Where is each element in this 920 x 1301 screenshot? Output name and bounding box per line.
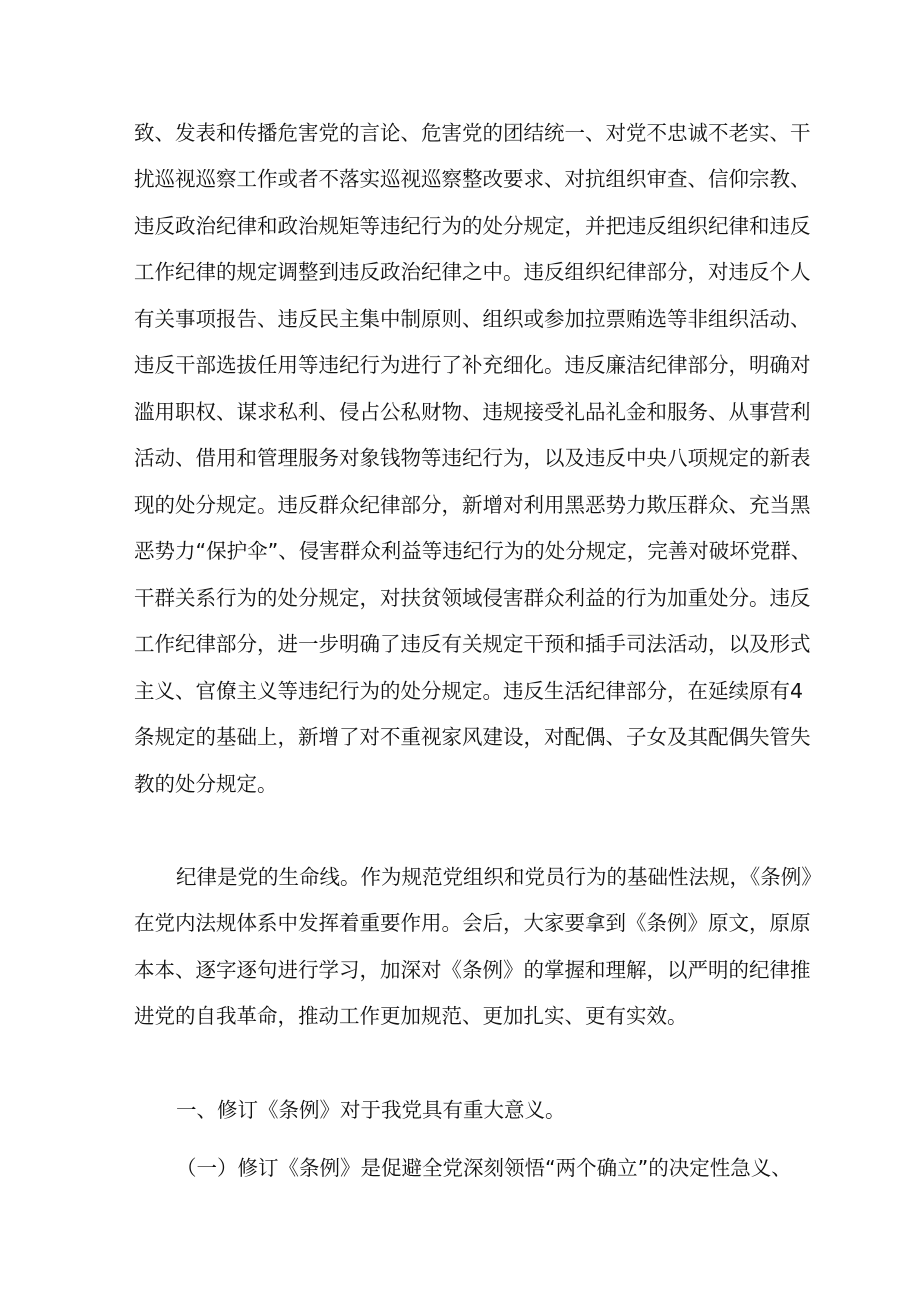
text-line: 有关事项报告、违反民主集中制原则、组织或参加拉票贿选等非组织活动、 [134,307,811,331]
text-line: 违反政治纪律和政治规矩等违纪行为的处分规定，并把违反组织纪律和违反 [134,214,811,238]
text-line: 恶势力“保护伞”、侵害群众利益等违纪行为的处分规定，完善对破坏党群、 [134,539,812,563]
text-line: 工作纪律部分，进一步明确了违反有关规定干预和插手司法活动，以及形式 [134,632,811,656]
text-line: 条规定的基础上，新增了对不重视家风建设，对配偶、子女及其配偶失管失 [134,725,811,749]
text-line: 主义、官僚主义等违纪行为的处分规定。违反生活纪律部分，在延续原有4 [134,679,804,703]
section-heading: 一、修订《条例》对于我党具有重大意义。 [176,1098,566,1122]
text-line: 工作纪律的规定调整到违反政治纪律之中。违反组织纪律部分，对违反个人 [134,260,811,284]
text-line: 滥用职权、谋求私利、侵占公私财物、违规接受礼品礼金和服务、从事营利 [134,400,811,424]
subsection-heading: （一）修订《条例》是促避全党深刻领悟“两个确立”的决定性急义、 [176,1156,792,1180]
text-line: 致、发表和传播危害党的言论、危害党的团结统一、对党不忠诚不老实、干 [134,121,811,145]
text-line: 教的处分规定。 [134,772,278,796]
text-line: 违反干部选拔任用等违纪行为进行了补充细化。违反廉洁纪律部分，明确对 [134,353,811,377]
text-line: 现的处分规定。违反群众纪律部分，新增对利用黑恶势力欺压群众、充当黑 [134,493,811,517]
text-line: 纪律是党的生命线。作为规范党组织和党员行为的基础性法规，《条例》 [176,865,822,889]
text-line: 本本、逐字逐句进行学习，加深对《条例》的掌握和理解，以严明的纪律推 [134,958,811,982]
text-line: 进党的自我革命，推动工作更加规范、更加扎实、更有实效。 [134,1004,688,1028]
text-line: 扰巡视巡察工作或者不落实巡视巡察整改要求、对抗组织审查、信仰宗教、 [134,167,811,191]
text-line: 活动、借用和管理服务对象钱物等违纪行为，以及违反中央八项规定的新表 [134,446,811,470]
text-line: 在党内法规体系中发挥着重要作用。会后，大家要拿到《条例》原文，原原 [134,911,811,935]
text-line: 干群关系行为的处分规定，对扶贫领域侵害群众利益的行为加重处分。违反 [134,586,811,610]
